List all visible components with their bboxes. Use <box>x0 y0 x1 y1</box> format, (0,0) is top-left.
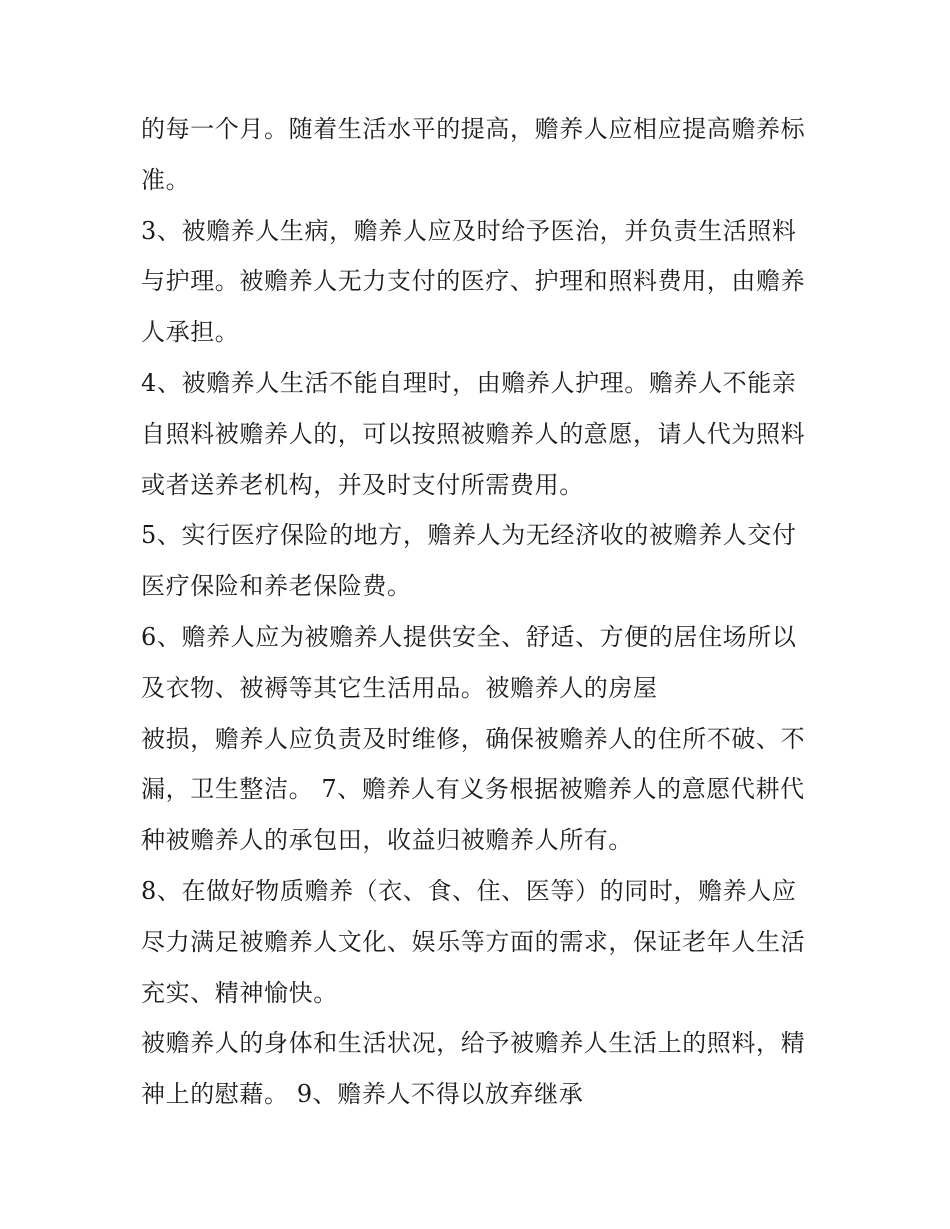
text-line: 神上的慰藉。 9、赡养人不得以放弃继承 <box>141 1080 584 1109</box>
text-line: 医疗保险和养老保险费。 <box>141 572 412 601</box>
text-line: 8、在做好物质赡养（衣、食、住、医等）的同时，赡养人应 <box>141 876 797 905</box>
text-line: 4、被赡养人生活不能自理时，由赡养人护理。赡养人不能亲 <box>141 368 797 397</box>
text-line: 尽力满足被赡养人文化、娱乐等方面的需求，保证老年人生活 <box>141 927 806 956</box>
document-body <box>141 104 821 1120</box>
text-line: 漏，卫生整洁。 7、赡养人有义务根据被赡养人的意愿代耕代 <box>141 775 805 804</box>
text-line: 与护理。被赡养人无力支付的医疗、护理和照料费用，由赡养 <box>141 267 806 296</box>
text-line: 6、赡养人应为被赡养人提供安全、舒适、方便的居住场所以 <box>141 622 797 651</box>
text-line: 种被赡养人的承包田，收益归被赡养人所有。 <box>141 826 633 855</box>
text-line: 被赡养人的身体和生活状况，给予被赡养人生活上的照料，精 <box>141 1029 806 1058</box>
text-line: 3、被赡养人生病，赡养人应及时给予医治，并负责生活照料 <box>141 216 797 245</box>
text-line: 自照料被赡养人的，可以按照被赡养人的意愿，请人代为照料 <box>141 419 806 448</box>
text-line: 被损，赡养人应负责及时维修，确保被赡养人的住所不破、不 <box>141 724 806 753</box>
text-line: 人承担。 <box>141 318 240 347</box>
text-line: 及衣物、被褥等其它生活用品。被赡养人的房屋 <box>141 673 658 702</box>
text-line: 充实、精神愉快。 <box>141 978 338 1007</box>
text-line: 或者送养老机构，并及时支付所需费用。 <box>141 470 584 499</box>
text-line: 的每一个月。随着生活水平的提高，赡养人应相应提高赡养标 <box>141 115 806 143</box>
text-line: 准。 <box>141 165 191 194</box>
text-line: 5、实行医疗保险的地方，赡养人为无经济收的被赡养人交付 <box>141 521 797 550</box>
